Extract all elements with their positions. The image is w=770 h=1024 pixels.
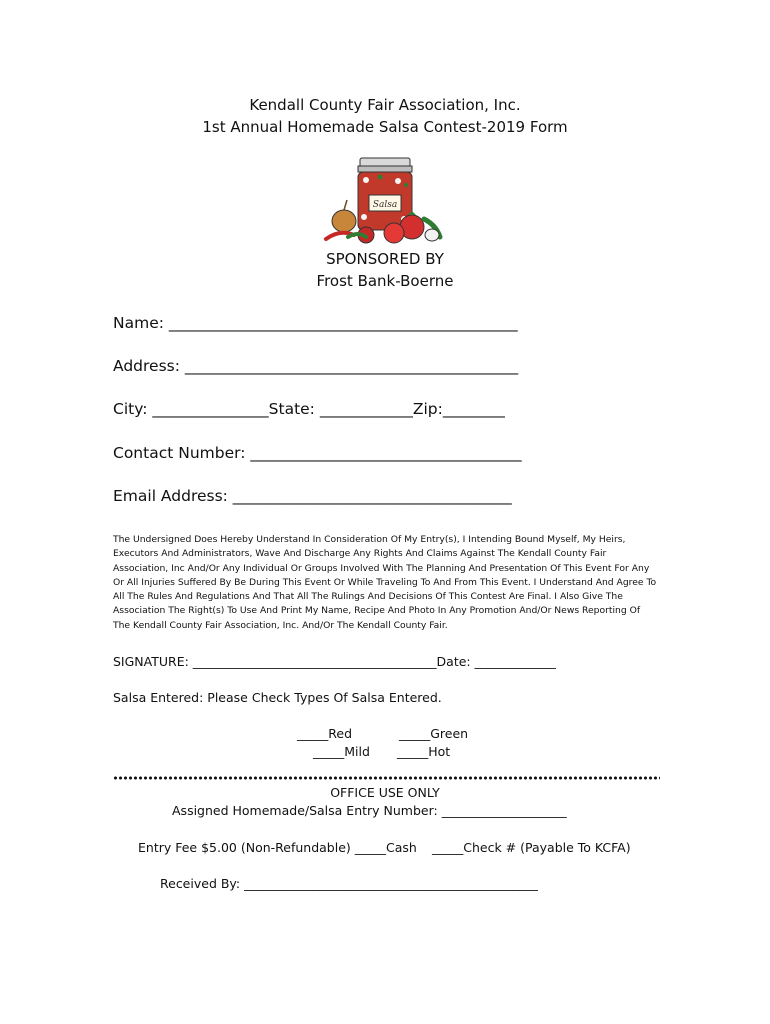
office-use-heading: OFFICE USE ONLY	[330, 785, 440, 800]
salsa-red-checkbox[interactable]: _____Red	[297, 726, 352, 741]
address-field[interactable]: Address: ___________________________________________	[113, 357, 519, 375]
received-by-field[interactable]: Received By: _______________________________________________	[160, 876, 538, 891]
entry-number-field[interactable]: Assigned Homemade/Salsa Entry Number: ____________________	[172, 803, 567, 818]
jar-label: Salsa	[372, 200, 398, 210]
city-state-zip-field[interactable]: City: _______________State: ____________Zip:________	[113, 400, 505, 418]
form-title: 1st Annual Homemade Salsa Contest-2019 Form	[202, 118, 568, 136]
dotted-separator	[113, 776, 660, 780]
org-title: Kendall County Fair Association, Inc.	[249, 96, 521, 114]
email-address-field[interactable]: Email Address: ____________________________________	[113, 487, 512, 505]
check-number-field[interactable]: _____Check # (Payable To KCFA)	[432, 840, 631, 855]
salsa-green-checkbox[interactable]: _____Green	[399, 726, 469, 741]
salsa-mild-checkbox[interactable]: _____Mild	[313, 744, 370, 759]
salsa-type-prompt: Salsa Entered: Please Check Types Of Salsa Entered.	[113, 690, 442, 705]
contact-number-field[interactable]: Contact Number: ___________________________________	[113, 444, 522, 462]
sponsor-name: Frost Bank-Boerne	[316, 272, 454, 290]
salsa-jar-illustration	[320, 155, 450, 245]
sponsored-by-heading: SPONSORED BY	[326, 250, 444, 268]
salsa-hot-checkbox[interactable]: _____Hot	[397, 744, 451, 759]
signature-date-field[interactable]: SIGNATURE: _______________________________________Date: _____________	[113, 654, 556, 669]
release-statement: The Undersigned Does Hereby Understand In Consideration Of My Entry(s), I Intending Bound Myself, My Heirs, Executors And Administrators, Wave And Discharge Any Rights And Claims Against The Kendall County Fair Association, Inc And/Or Any Individual Or Groups Involved With The Planning And Presentation Of This Event For Any Or All Injuries Suffered By Be During This Event Or While Traveling To And From This Event. I Understand And Agree To All The Rules And Regulations And That All The Rulings And Decisions Of This Contest Are Final. I Also Give The Association The Right(s) To Use And Print My Name, Recipe And Photo In Any Promotion And/Or News Reporting Of The Kendall County Fair Association, Inc. And/Or The Kendall County Fair.	[113, 534, 657, 631]
name-field[interactable]: Name: _____________________________________________	[113, 314, 518, 332]
entry-fee-cash-field[interactable]: Entry Fee $5.00 (Non-Refundable) _____Cash	[138, 840, 417, 855]
